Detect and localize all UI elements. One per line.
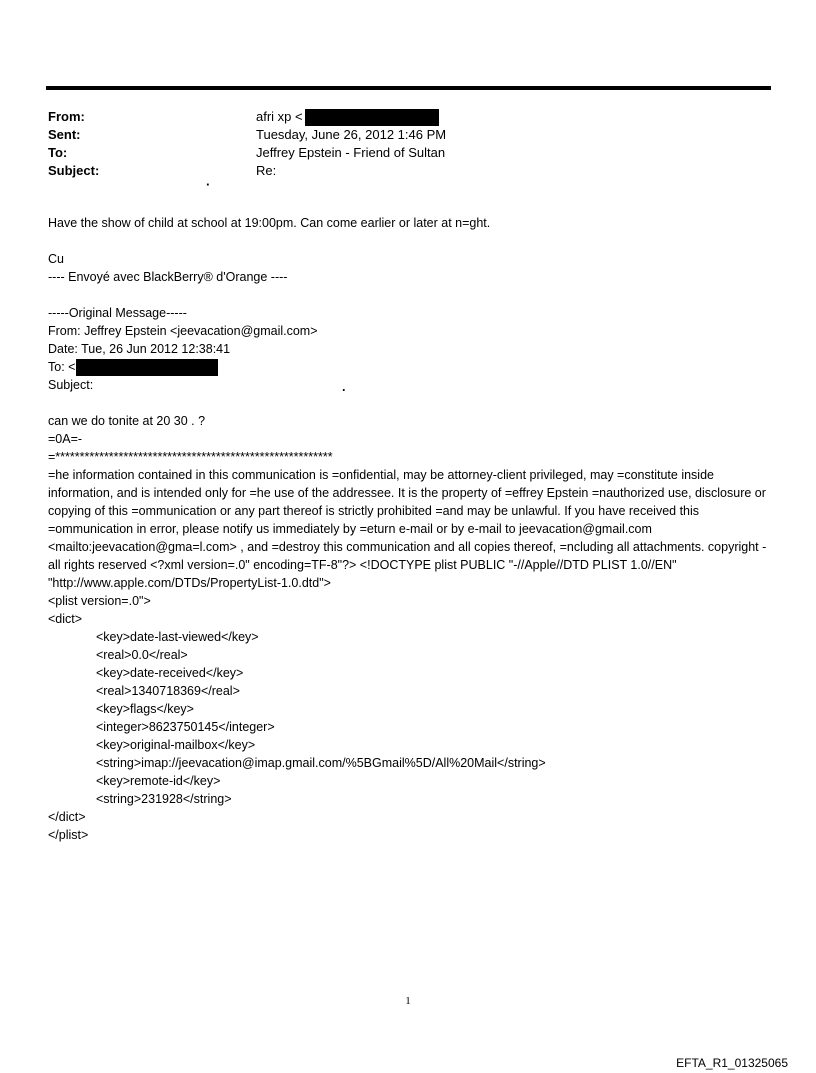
original-to-text: To: < bbox=[48, 360, 76, 374]
reply-signoff: Cu bbox=[48, 252, 64, 266]
dict-close: </dict> bbox=[48, 810, 86, 825]
original-divider: -----Original Message----- bbox=[48, 306, 187, 320]
original-subject-text: Subject: bbox=[48, 378, 94, 393]
redaction-box bbox=[305, 109, 439, 126]
page-number: 1 bbox=[405, 995, 411, 1007]
from-label: From: bbox=[48, 109, 85, 124]
subject-value: Re: bbox=[256, 163, 277, 178]
bates-number: EFTA_R1_01325065 bbox=[676, 1056, 788, 1070]
plist-entry: <key>date-received</key> bbox=[96, 666, 244, 681]
dict-open: <dict> bbox=[48, 612, 83, 627]
original-message: can we do tonite at 20 30 . ? bbox=[48, 414, 206, 429]
spacer bbox=[48, 232, 768, 250]
plist-entry: <real>0.0</real> bbox=[96, 648, 188, 663]
plist-entry: <integer>8623750145</integer> bbox=[96, 720, 275, 735]
sent-value: Tuesday, June 26, 2012 1:46 PM bbox=[256, 127, 447, 142]
plist-entry: <real>1340718369</real> bbox=[96, 684, 240, 699]
star-divider: =********************************************************* bbox=[48, 450, 333, 465]
email-body bbox=[48, 214, 768, 844]
plist-entry: <key>flags</key> bbox=[96, 702, 194, 717]
spacer bbox=[48, 394, 768, 412]
from-value bbox=[256, 108, 439, 126]
speck-mark: . bbox=[342, 380, 346, 395]
original-to bbox=[48, 358, 768, 376]
sent-label: Sent: bbox=[48, 127, 81, 142]
plist-entry: <key>original-mailbox</key> bbox=[96, 738, 256, 753]
plist-entry: <string>231928</string> bbox=[96, 792, 232, 807]
encoded-line: =0A=- bbox=[48, 432, 83, 447]
reply-signature: ---- Envoyé avec BlackBerry® d'Orange ---- bbox=[48, 270, 288, 284]
disclaimer-paragraph: =he information contained in this communication is =onfidential, may be attorney-client privileged, may =constitute inside information, and is intended only for =he use of the addressee. It is the property of =effrey Epstein =nauthorized use, disclosure or copying of this =ommunication or any part thereof is strictly prohibited =and may be unlawful. If you have received this =ommunication in error, please notify us immediately by =eturn e-mail or by e-mail to jeevacation@gmail.com <mailto:jeevacation@gma=l.com> , and =destroy this communication and all copies thereof, =ncluding all attachments. copyright -all rights reserved <?xml version=.0" encoding=TF-8"?> <!DOCTYPE plist PUBLIC "-//Apple//DTD PLIST 1.0//EN" "http://www.apple.com/DTDs/PropertyList-1.0.dtd"> bbox=[48, 468, 767, 591]
original-subject bbox=[48, 376, 768, 394]
plist-close: </plist> bbox=[48, 828, 89, 843]
spacer bbox=[48, 286, 768, 304]
plist-entry: <string>imap://jeevacation@imap.gmail.com/%5BGmail%5D/All%20Mail</string> bbox=[96, 756, 546, 771]
reply-text: Have the show of child at school at 19:00pm. Can come earlier or later at n=ght. bbox=[48, 216, 491, 230]
to-label: To: bbox=[48, 145, 68, 160]
redaction-box bbox=[76, 359, 218, 376]
plist-entry: <key>date-last-viewed</key> bbox=[96, 630, 259, 645]
to-value: Jeffrey Epstein - Friend of Sultan bbox=[256, 145, 446, 160]
from-sender: afri xp < bbox=[256, 109, 303, 124]
plist-open: <plist version=.0"> bbox=[48, 594, 151, 609]
plist-entry: <key>remote-id</key> bbox=[96, 774, 221, 789]
original-date: Date: Tue, 26 Jun 2012 12:38:41 bbox=[48, 342, 231, 356]
top-rule bbox=[46, 86, 771, 90]
speck-mark: · bbox=[206, 177, 211, 192]
subject-label: Subject: bbox=[48, 163, 100, 178]
original-from: From: Jeffrey Epstein <jeevacation@gmail.com> bbox=[48, 324, 318, 338]
